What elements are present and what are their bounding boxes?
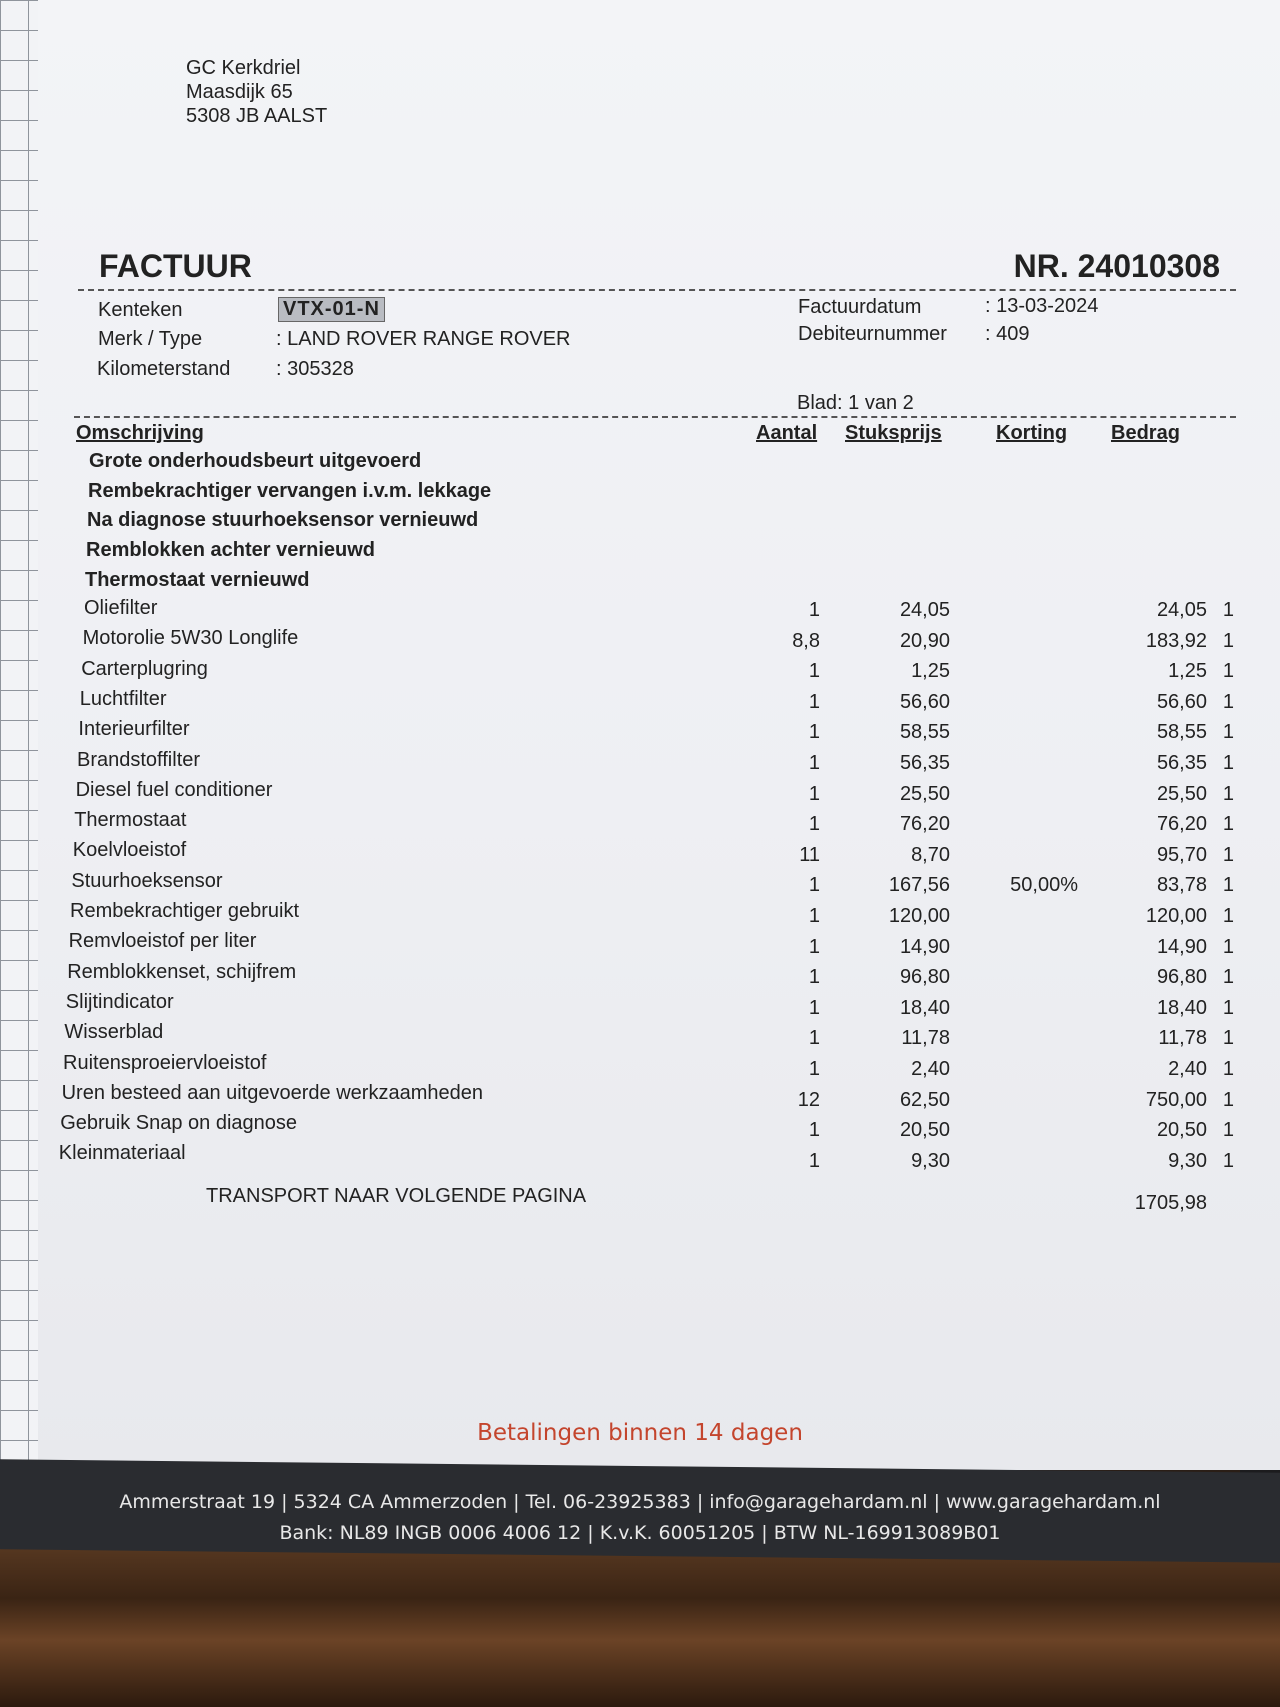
line-unit-price: 167,56 bbox=[888, 874, 950, 897]
sender-city: 5308 JB AALST bbox=[186, 105, 328, 127]
line-description: Stuurhoeksensor bbox=[71, 869, 223, 892]
line-description: Carterplugring bbox=[81, 657, 208, 680]
line-amount: 95,70 bbox=[1156, 843, 1207, 866]
payment-terms: Betalingen binnen 14 dagen bbox=[477, 1420, 803, 1446]
line-description: Diesel fuel conditioner bbox=[75, 778, 273, 801]
line-amount: 18,40 bbox=[1156, 996, 1207, 1019]
line-discount: 50,00% bbox=[1010, 874, 1078, 897]
debiteur-label: Debiteurnummer bbox=[798, 323, 947, 345]
line-amount: 183,92 bbox=[1145, 629, 1207, 652]
line-quantity: 1 bbox=[808, 752, 820, 774]
line-quantity: 1 bbox=[808, 1058, 820, 1080]
line-vat-code: 1 bbox=[1222, 843, 1234, 866]
line-amount: 2,40 bbox=[1168, 1058, 1207, 1080]
line-unit-price: 20,90 bbox=[899, 629, 950, 652]
line-quantity: 1 bbox=[808, 1149, 820, 1172]
column-header-amount: Bedrag bbox=[1111, 422, 1180, 444]
line-quantity: 1 bbox=[808, 599, 820, 621]
factuurdatum-label: Factuurdatum bbox=[798, 296, 922, 318]
footer-bank: Bank: NL89 INGB 0006 4006 12 | K.v.K. 60051205 | BTW NL-169913089B01 bbox=[279, 1522, 1001, 1544]
line-amount: 24,05 bbox=[1156, 599, 1207, 621]
line-description: Ruitensproeiervloeistof bbox=[63, 1051, 267, 1074]
line-amount: 58,55 bbox=[1156, 721, 1207, 744]
line-description: Luchtfilter bbox=[79, 687, 167, 710]
line-description: Motorolie 5W30 Longlife bbox=[82, 627, 299, 650]
line-vat-code: 1 bbox=[1222, 935, 1234, 958]
line-vat-code: 1 bbox=[1222, 966, 1234, 989]
line-description: Gebruik Snap on diagnose bbox=[60, 1112, 298, 1135]
line-description: Remblokkenset, schijfrem bbox=[67, 960, 297, 983]
line-amount: 83,78 bbox=[1156, 874, 1207, 897]
line-amount: 14,90 bbox=[1156, 935, 1207, 958]
line-unit-price: 56,60 bbox=[899, 690, 950, 713]
invoice-number: NR. 24010308 bbox=[1013, 248, 1220, 284]
km-value: : 305328 bbox=[276, 358, 354, 380]
line-unit-price: 25,50 bbox=[899, 782, 950, 805]
divider-top bbox=[78, 289, 1236, 291]
line-vat-code: 1 bbox=[1222, 1058, 1234, 1080]
line-quantity: 1 bbox=[808, 1119, 820, 1142]
kenteken-value bbox=[278, 297, 385, 322]
background-wooden-table bbox=[0, 1540, 1280, 1707]
column-header-discount: Korting bbox=[996, 422, 1068, 444]
line-vat-code: 1 bbox=[1222, 690, 1234, 713]
sender-address bbox=[186, 56, 327, 128]
line-vat-code: 1 bbox=[1222, 1027, 1234, 1050]
line-description: Oliefilter bbox=[84, 597, 158, 619]
line-amount: 9,30 bbox=[1168, 1149, 1207, 1172]
line-amount: 56,35 bbox=[1156, 752, 1207, 774]
line-description: Interieurfilter bbox=[78, 718, 190, 741]
line-quantity: 11 bbox=[799, 843, 820, 866]
line-unit-price: 20,50 bbox=[899, 1119, 950, 1142]
line-quantity: 1 bbox=[808, 966, 820, 989]
line-amount: 11,78 bbox=[1158, 1027, 1207, 1050]
line-quantity: 1 bbox=[808, 935, 820, 958]
column-header-unit-price: Stuksprijs bbox=[845, 422, 942, 444]
line-quantity: 1 bbox=[808, 690, 820, 713]
line-unit-price: 11,78 bbox=[901, 1027, 950, 1050]
km-label: Kilometerstand bbox=[97, 358, 231, 380]
line-unit-price: 24,05 bbox=[899, 599, 950, 621]
line-unit-price: 58,55 bbox=[899, 721, 950, 744]
line-amount: 20,50 bbox=[1156, 1119, 1207, 1142]
line-vat-code: 1 bbox=[1222, 1088, 1234, 1111]
line-vat-code: 1 bbox=[1222, 1149, 1234, 1172]
line-description: Thermostaat bbox=[74, 809, 187, 832]
line-unit-price: 62,50 bbox=[899, 1088, 950, 1111]
sender-name: GC Kerkdriel bbox=[186, 57, 301, 79]
line-quantity: 12 bbox=[797, 1088, 820, 1111]
line-unit-price: 76,20 bbox=[899, 813, 950, 836]
line-quantity: 1 bbox=[808, 782, 820, 805]
page-indicator: Blad: 1 van 2 bbox=[797, 392, 914, 414]
line-amount: 56,60 bbox=[1156, 690, 1207, 713]
debiteur-value: : 409 bbox=[985, 323, 1030, 345]
merk-value: : LAND ROVER RANGE ROVER bbox=[276, 328, 571, 350]
column-header-quantity: Aantal bbox=[756, 422, 818, 444]
line-description: Brandstoffilter bbox=[77, 748, 201, 771]
line-unit-price: 18,40 bbox=[899, 996, 950, 1019]
invoice-title: FACTUUR bbox=[99, 248, 252, 284]
line-amount: 1,25 bbox=[1168, 660, 1207, 683]
line-description: Slijtindicator bbox=[65, 990, 174, 1013]
line-vat-code: 1 bbox=[1222, 996, 1234, 1019]
line-amount: 750,00 bbox=[1145, 1088, 1207, 1111]
line-vat-code: 1 bbox=[1222, 660, 1234, 683]
transport-label: TRANSPORT NAAR VOLGENDE PAGINA bbox=[206, 1185, 587, 1207]
divider-header bbox=[74, 416, 1236, 418]
line-amount: 120,00 bbox=[1145, 905, 1207, 927]
merk-label: Merk / Type bbox=[98, 328, 203, 350]
line-quantity: 1 bbox=[808, 1027, 820, 1050]
line-unit-price: 56,35 bbox=[899, 752, 950, 774]
line-vat-code: 1 bbox=[1222, 721, 1234, 744]
line-description: Uren besteed aan uitgevoerde werkzaamheden bbox=[61, 1081, 483, 1104]
line-vat-code: 1 bbox=[1222, 874, 1234, 897]
line-unit-price: 8,70 bbox=[911, 843, 950, 866]
line-quantity: 1 bbox=[808, 874, 820, 897]
line-quantity: 1 bbox=[808, 660, 820, 683]
line-amount: 76,20 bbox=[1156, 813, 1207, 836]
line-vat-code: 1 bbox=[1222, 1119, 1234, 1142]
column-header-description: Omschrijving bbox=[76, 422, 204, 444]
line-quantity: 1 bbox=[808, 905, 820, 927]
footer-contact: Ammerstraat 19 | 5324 CA Ammerzoden | Tel. 06-23925383 | info@garagehardam.nl | www.garagehardam.nl bbox=[119, 1491, 1161, 1513]
work-item: Grote onderhoudsbeurt uitgevoerd bbox=[89, 450, 422, 472]
line-unit-price: 9,30 bbox=[911, 1149, 950, 1172]
kenteken-label: Kenteken bbox=[98, 299, 183, 321]
work-item: Rembekrachtiger vervangen i.v.m. lekkage bbox=[88, 480, 492, 502]
line-description: Rembekrachtiger gebruikt bbox=[70, 900, 299, 922]
line-vat-code: 1 bbox=[1222, 629, 1234, 652]
work-item: Na diagnose stuurhoeksensor vernieuwd bbox=[87, 509, 479, 531]
line-amount: 25,50 bbox=[1156, 782, 1207, 805]
transport-total: 1705,98 bbox=[1134, 1192, 1207, 1214]
line-vat-code: 1 bbox=[1222, 782, 1234, 805]
line-description: Koelvloeistof bbox=[72, 839, 187, 862]
sender-street: Maasdijk 65 bbox=[186, 81, 293, 103]
line-unit-price: 96,80 bbox=[899, 966, 950, 989]
line-quantity: 1 bbox=[808, 996, 820, 1019]
line-unit-price: 120,00 bbox=[888, 905, 950, 927]
line-unit-price: 2,40 bbox=[911, 1058, 950, 1080]
line-quantity: 1 bbox=[808, 813, 820, 836]
invoice-paper bbox=[38, 0, 1280, 1470]
line-vat-code: 1 bbox=[1222, 599, 1234, 621]
line-vat-code: 1 bbox=[1222, 905, 1234, 927]
line-description: Remvloeistof per liter bbox=[68, 930, 257, 953]
line-quantity: 1 bbox=[808, 721, 820, 744]
line-unit-price: 1,25 bbox=[911, 660, 950, 683]
line-description: Kleinmateriaal bbox=[58, 1142, 186, 1165]
license-plate: VTX-01-N bbox=[278, 297, 385, 322]
factuurdatum-value: : 13-03-2024 bbox=[985, 295, 1099, 317]
work-item: Thermostaat vernieuwd bbox=[85, 569, 310, 591]
line-vat-code: 1 bbox=[1222, 813, 1234, 836]
work-item: Remblokken achter vernieuwd bbox=[86, 539, 375, 561]
line-amount: 96,80 bbox=[1156, 966, 1207, 989]
line-description: Wisserblad bbox=[64, 1021, 164, 1044]
line-unit-price: 14,90 bbox=[899, 935, 950, 958]
line-quantity: 8,8 bbox=[792, 629, 820, 652]
line-vat-code: 1 bbox=[1222, 752, 1234, 774]
